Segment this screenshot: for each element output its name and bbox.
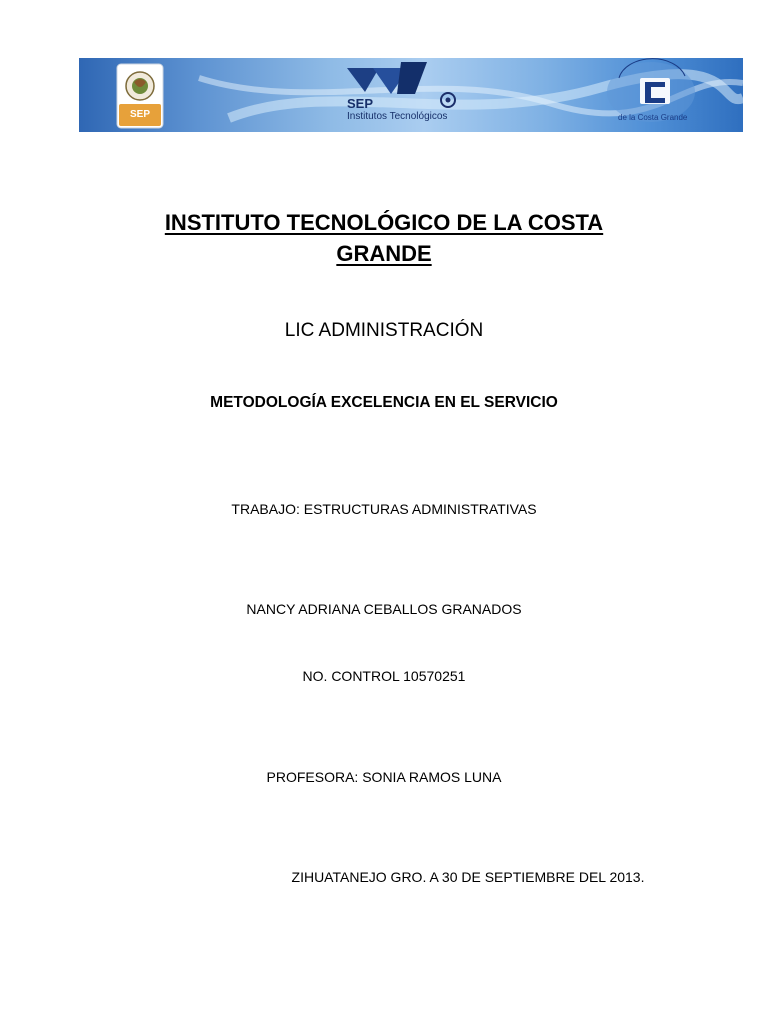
costa-grande-label: de la Costa Grande (618, 113, 688, 122)
control-number: NO. CONTROL 10570251 (302, 668, 466, 684)
student-name: NANCY ADRIANA CEBALLOS GRANADOS (246, 601, 522, 617)
assignment-title: TRABAJO: ESTRUCTURAS ADMINISTRATIVAS (231, 501, 537, 517)
institutos-tecnologicos-label: Institutos Tecnológicos (347, 111, 448, 122)
teacher-name: PROFESORA: SONIA RAMOS LUNA (266, 769, 502, 785)
institute-title-line-1: INSTITUTO TECNOLÓGICO DE LA COSTA (164, 210, 604, 235)
sep-badge-label: SEP (129, 109, 150, 120)
subject-name: METODOLOGÍA EXCELENCIA EN EL SERVICIO (210, 394, 558, 411)
sep-label: SEP (347, 96, 374, 111)
place-and-date: ZIHUATANEJO GRO. A 30 DE SEPTIEMBRE DEL 2013. (291, 869, 645, 885)
institute-title-line-2: GRANDE (336, 241, 432, 266)
header-banner (79, 58, 743, 132)
career-name: LIC ADMINISTRACIÓN (284, 320, 484, 341)
